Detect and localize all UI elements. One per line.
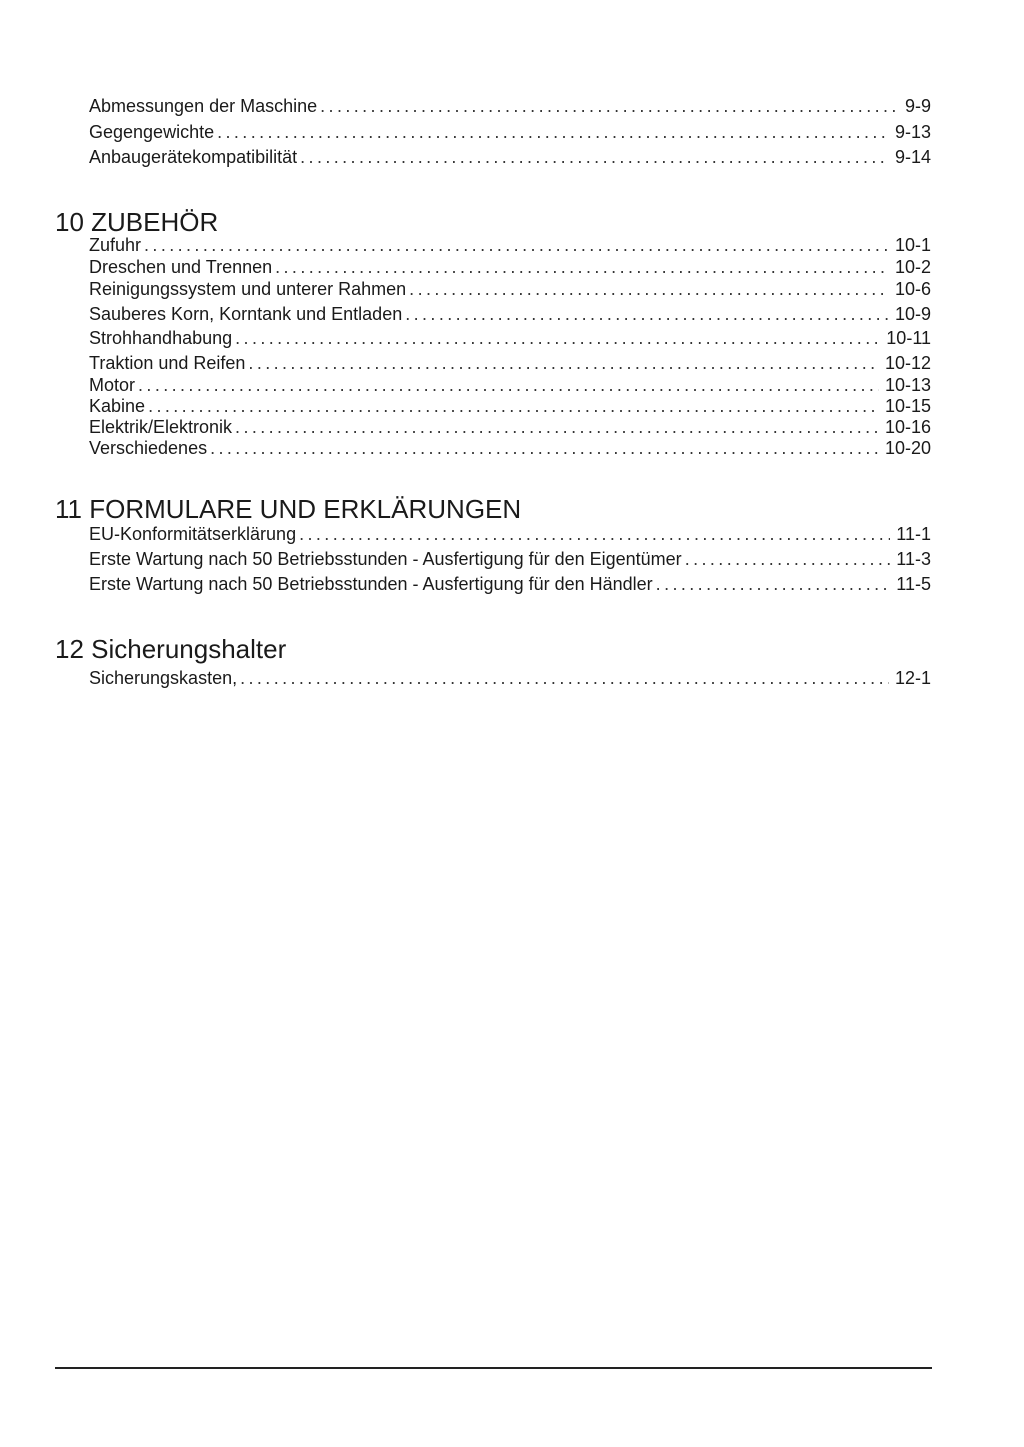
dot-leader <box>300 146 889 168</box>
dot-leader <box>148 395 879 417</box>
toc-entry-label: Erste Wartung nach 50 Betriebsstunden - Ausfertigung für den Händler <box>89 574 653 594</box>
toc-entry-label: Zufuhr <box>89 235 142 255</box>
toc-entry-page: 10-12 <box>884 353 931 373</box>
chapter-heading[interactable]: 12 Sicherungshalter <box>55 634 287 664</box>
toc-entry-page: 10-11 <box>886 328 931 348</box>
toc-entry-label: Traktion und Reifen <box>89 353 246 373</box>
dot-leader <box>248 352 879 374</box>
toc-entry-label: Erste Wartung nach 50 Betriebsstunden - Ausfertigung für den Eigentümer <box>89 549 682 569</box>
toc-entry-page: 10-20 <box>884 438 931 458</box>
toc-entry-label: Verschiedenes <box>89 438 208 458</box>
toc-entry[interactable] <box>89 416 931 438</box>
toc-entry-label: Abmessungen der Maschine <box>89 96 318 116</box>
dot-leader <box>275 256 889 278</box>
toc-entry-label: Strohhandhabung <box>89 328 233 348</box>
toc-entry-label: Elektrik/Elektronik <box>89 417 233 437</box>
toc-entry-page: 10-16 <box>884 417 931 437</box>
toc-entry-label: Sauberes Korn, Korntank und Entladen <box>89 304 403 324</box>
dot-leader <box>656 573 891 595</box>
dot-leader <box>144 234 889 256</box>
dot-leader <box>409 278 889 300</box>
toc-entry-label: Motor <box>89 375 136 395</box>
toc-entry[interactable] <box>89 303 931 325</box>
toc-entry-page: 10-2 <box>894 257 931 277</box>
toc-entry-page: 10-6 <box>894 279 931 299</box>
dot-leader <box>405 303 889 325</box>
toc-entry[interactable] <box>89 395 931 417</box>
toc-entry[interactable] <box>89 121 931 143</box>
toc-entry[interactable] <box>89 256 931 278</box>
toc-entry-label: Reinigungssystem und unterer Rahmen <box>89 279 407 299</box>
toc-entry-page: 9-14 <box>894 147 931 167</box>
dot-leader <box>217 121 889 143</box>
toc-entry[interactable] <box>89 95 931 117</box>
toc-entry[interactable] <box>89 523 931 545</box>
toc-entry-page: 10-13 <box>884 375 931 395</box>
toc-entry-label: Sicherungskasten, <box>89 668 238 688</box>
toc-entry-label: Gegengewichte <box>89 122 215 142</box>
toc-entry-label: EU-Konformitätserklärung <box>89 524 297 544</box>
dot-leader <box>235 416 879 438</box>
toc-entry[interactable] <box>89 352 931 374</box>
toc-entry-label: Dreschen und Trennen <box>89 257 273 277</box>
toc-entry-page: 12-1 <box>894 668 931 688</box>
toc-entry[interactable] <box>89 146 931 168</box>
toc-entry-page: 11-3 <box>896 549 931 569</box>
dot-leader <box>299 523 890 545</box>
toc-entry-page: 9-9 <box>904 96 931 116</box>
toc-entry-page: 10-15 <box>884 396 931 416</box>
dot-leader <box>235 327 880 349</box>
toc-entry-page: 10-9 <box>894 304 931 324</box>
toc-entry[interactable] <box>89 327 931 349</box>
toc-entry-label: Anbaugerätekompatibilität <box>89 147 298 167</box>
toc-entry[interactable] <box>89 374 931 396</box>
dot-leader <box>138 374 879 396</box>
toc-entry[interactable] <box>89 573 931 595</box>
dot-leader <box>685 548 891 570</box>
toc-entry-page: 9-13 <box>894 122 931 142</box>
toc-entry[interactable] <box>89 234 931 256</box>
toc-entry[interactable] <box>89 548 931 570</box>
toc-entry-page: 11-1 <box>896 524 931 544</box>
dot-leader <box>320 95 899 117</box>
dot-leader <box>240 667 889 689</box>
toc-entry[interactable] <box>89 437 931 459</box>
toc-entry-page: 10-1 <box>894 235 931 255</box>
toc-entry-page: 11-5 <box>896 574 931 594</box>
footer-divider <box>55 1367 932 1369</box>
chapter-heading[interactable]: 10 ZUBEHÖR <box>55 207 219 237</box>
dot-leader <box>210 437 879 459</box>
chapter-heading[interactable]: 11 FORMULARE UND ERKLÄRUNGEN <box>55 494 522 524</box>
toc-entry-label: Kabine <box>89 396 146 416</box>
toc-entry[interactable] <box>89 278 931 300</box>
toc-entry[interactable] <box>89 667 931 689</box>
